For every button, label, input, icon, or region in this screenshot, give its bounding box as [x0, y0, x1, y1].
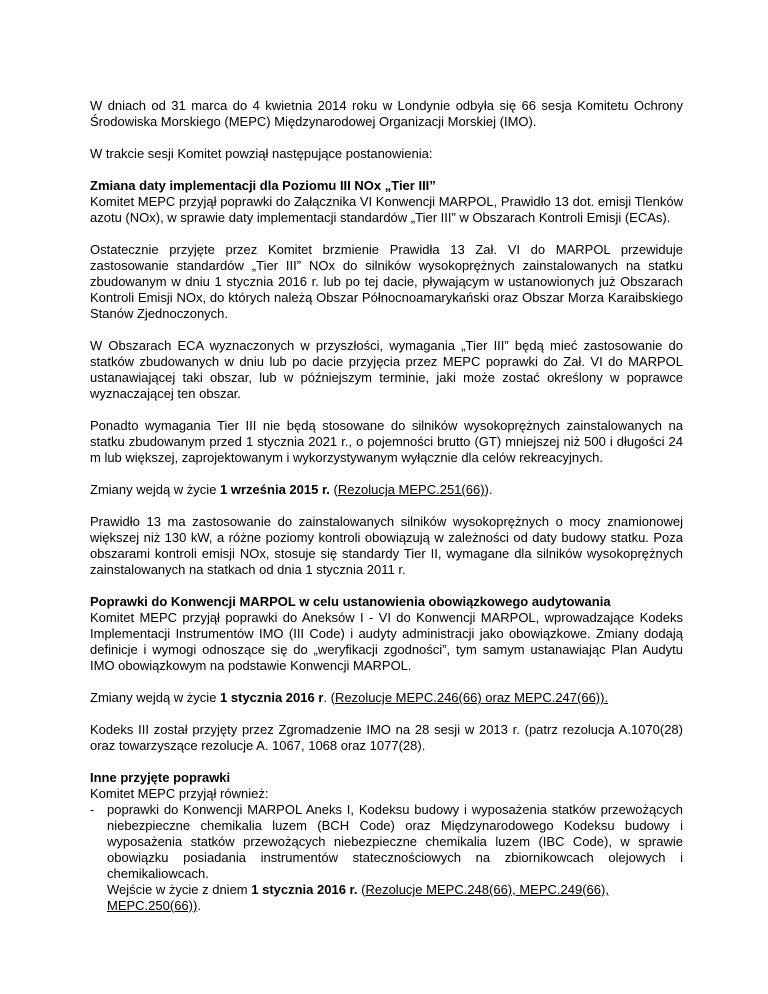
audit-paragraph-2: Kodeks III został przyjęty przez Zgromadzenie IMO na 28 sesji w 2013 r. (patrz rezolucja A.1070(28) oraz towarzyszące rezolucje A. 1067, 1068 oraz 1077(28). [90, 722, 683, 753]
tier-iii-paragraph-2: Ostatecznie przyjęte przez Komitet brzmienie Prawidła 13 Zał. VI do MARPOL przewiduje zastosowanie standardów „Tier III” NOx do silników wysokoprężnych zainstalowanych na statku zbudowanym w dniu 1 stycznia 2016 r. lub po tej dacie, pływającym w ustanowionych już Obszarach Kontroli Emisji NOx, do których należą Obszar Północnoamarykański oraz Obszar Morza Karaibskiego Stanów Zjednoczonych. [90, 242, 683, 321]
list-effective-date: 1 stycznia 2016 r. [251, 882, 358, 897]
tier-iii-paragraph-5: Prawidło 13 ma zastosowanie do zainstalowanych silników wysokoprężnych o mocy znamionowej większej niż 130 kW, a różne poziomy kontroli obowiązują w zależności od daty budowy statku. Poza obszarami kontroli emisji NOx, stosuje się standardy Tier II, wymagane dla silników wysokoprężnych zainstalowanych na statkach od dnia 1 stycznia 2011 r. [90, 514, 683, 577]
list-item-text: poprawki do Konwencji MARPOL Aneks I, Kodeksu budowy i wyposażenia statków przewożących niebezpieczne chemikalia luzem (BCH Code) oraz Międzynarodowego Kodeksu budowy i wyposażenia statków przewożących niebezpieczne chemikalia luzem (IBC Code), w sprawie obowiązku posiadania instrumentów statecznościowych na zbiornikowcach olejowych i chemikaliowcach. [107, 802, 683, 881]
section-audit-text: Komitet MEPC przyjął poprawki do Aneksów I - VI do Konwencji MARPOL, wprowadzające Kodeks Implementacji Instrumentów IMO (III Code) i audyty administracji jako obowiązkowe. Zmiany dodają definicje i wymogi odnoszące się do „weryfikacji zgodności”, tym samym ustanawiając Plan Audytu IMO obowiązkowym na podstawie Konwencji MARPOL. [90, 610, 683, 673]
audit-effective-open: . ( [323, 690, 335, 705]
list-item-effective [107, 882, 683, 898]
effective-date: 1 września 2015 r. [220, 482, 330, 497]
section-audit-heading: Poprawki do Konwencji MARPOL w celu ustanowienia obowiązkowego audytowania [90, 594, 611, 609]
audit-effective-date-value: 1 stycznia 2016 r [220, 690, 324, 705]
list-effective-prefix: Wejście w życie z dniem [107, 882, 252, 897]
tier-iii-paragraph-3: W Obszarach ECA wyznaczonych w przyszłości, wymagania „Tier III” będą mieć zastosowanie do statków zbudowanych w dniu lub po dacie przyjęcia przez MEPC poprawki do Zał. VI do MARPOL ustanawiającej taki obszar, lub w późniejszym terminie, jaki może zostać określony w poprawce wyznaczającej ten obszar. [90, 338, 683, 401]
section-tier-iii [90, 178, 683, 226]
resolution-link-248-249[interactable]: Rezolucje MEPC.248(66), MEPC.249(66), [365, 882, 609, 897]
tier-iii-paragraph-4: Ponadto wymagania Tier III nie będą stosowane do silników wysokoprężnych zainstalowanych na statku zbudowanym przed 1 stycznia 2021 r., o pojemności brutto (GT) mniejszej niż 500 i długości 24 m lub większej, zaprojektowanym i wykorzystywanym wyłącznie dla celów rekreacyjnych. [90, 418, 683, 465]
tier-iii-effective-date [90, 482, 683, 498]
section-other-heading: Inne przyjęte poprawki [90, 770, 231, 785]
effective-prefix: Zmiany wejdą w życie [90, 482, 221, 497]
audit-effective-date [90, 690, 683, 706]
document-page [90, 98, 683, 914]
list-effective-close: . [197, 898, 201, 913]
section-tier-iii-heading: Zmiana daty implementacji dla Poziomu III NOx „Tier III” [90, 178, 436, 193]
section-audit [90, 594, 683, 674]
section-other-intro: Komitet MEPC przyjął również: [90, 786, 269, 801]
effective-close: ). [484, 482, 493, 497]
list-bullet: - [90, 802, 95, 817]
decisions-intro: W trakcie sesji Komitet powziął następujące postanowienia: [90, 146, 433, 161]
resolution-link-251[interactable]: Rezolucja MEPC.251(66) [337, 482, 485, 497]
effective-open: ( [329, 482, 338, 497]
list-effective-open: ( [357, 882, 366, 897]
list-item [90, 802, 683, 914]
audit-effective-prefix: Zmiany wejdą w życie [90, 690, 221, 705]
list-item-effective-cont [107, 898, 683, 914]
intro-paragraph: W dniach od 31 marca do 4 kwietnia 2014 roku w Londynie odbyła się 66 sesja Komitetu Ochrony Środowiska Morskiego (MEPC) Międzynarodowej Organizacji Morskiej (IMO). [90, 98, 683, 129]
section-other [90, 770, 683, 914]
resolution-link-250[interactable]: MEPC.250(66)) [107, 898, 198, 913]
resolution-link-246-247[interactable]: Rezolucje MEPC.246(66) oraz MEPC.247(66)). [334, 690, 609, 705]
section-tier-iii-text: Komitet MEPC przyjął poprawki do Załącznika VI Konwencji MARPOL, Prawidło 13 dot. emisji Tlenków azotu (NOx), w sprawie daty implementacji standardów „Tier III” w Obszarach Kontroli Emisji (ECAs). [90, 194, 683, 225]
